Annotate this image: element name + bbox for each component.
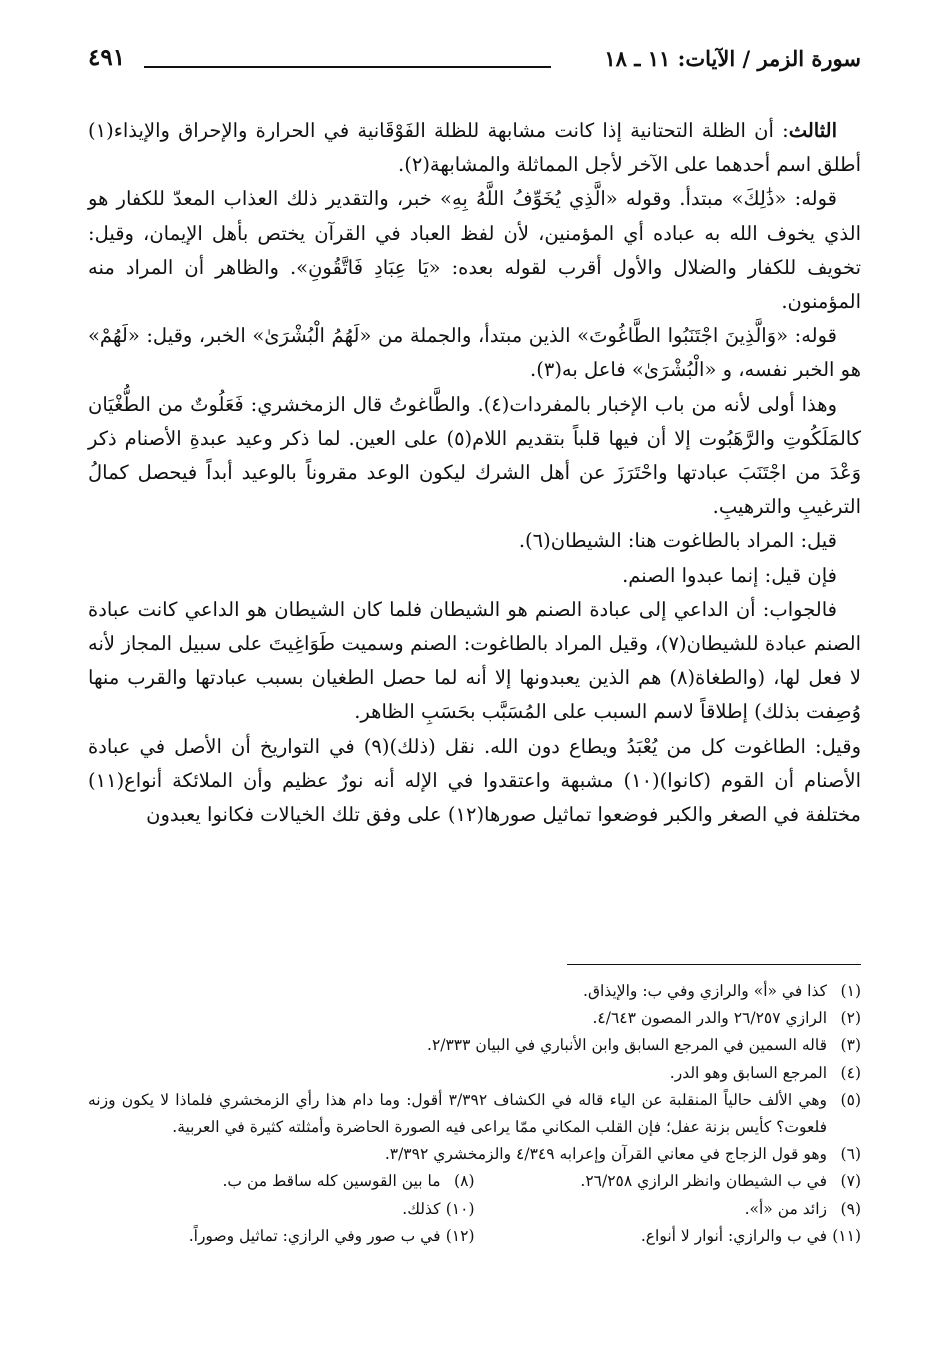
- footnote-row: [88, 1168, 861, 1195]
- paragraph-8: وقيل: الطاغوت كل من يُعْبَدُ ويطاع دون الله. نقل (ذلك)(٩) في التواريخ أن الأصل في عبادة الأصنام أن القوم (كانوا)(١٠) مشبهة واعتقدوا في الإله أنه نورٌ عظيم وأن الملائكة أنواع(١١) مختلفة في الصغر والكبر فوضعوا تماثيل صورها(١٢) على وفق تلك الخيالات فكانوا يعبدون: [88, 734, 862, 827]
- paragraph-3: قوله: «وَالَّذِينَ اجْتَنَبُوا الطَّاغُوتَ» الذين مبتدأ، والجملة من «لَهُمُ الْبُشْرَىٰ» الخبر، وقيل: «لَهُمْ» هو الخبر نفسه، و «الْبُشْرَىٰ» فاعل به(٣).: [88, 324, 861, 382]
- paragraph-2: قوله: «ذَٰلِكَ» مبتدأ. وقوله «الَّذِي يُخَوِّفُ اللَّهُ بِهِ» خبر، والتقدير ذلك العذاب المعدّ للكفار هو الذي يخوف الله به عباده أي المؤمنين، لأن لفظ العباد في القرآن يختص بأهل الإيمان، وقيل: تخويف للكفار والضلال والأول أقرب لقوله بعده: «يَا عِبَادِ فَاتَّقُونِ». والظاهر أن المراد منه المؤمنون.: [88, 187, 861, 314]
- footnote: [88, 1005, 861, 1032]
- footnote-text: قاله السمين في المرجع السابق وابن الأنباري في البيان ٢/٣٣٣.: [427, 1036, 827, 1055]
- footnote-text: زائد من «أ».: [744, 1199, 827, 1218]
- footnote: [475, 1196, 862, 1223]
- footnote-number: (٦): [840, 1145, 861, 1164]
- paragraph-lead: الثالث: [788, 119, 837, 142]
- footnote-text: ما بين القوسين كله ساقط من ب.: [222, 1172, 441, 1191]
- surah-title: سورة الزمر / الآيات: ١١ ـ ١٨: [604, 46, 861, 71]
- footnote-text: الرازي ٢٦/٢٥٧ والدر المصون ٤/٦٤٣.: [592, 1009, 827, 1028]
- footnote-number: (٢): [840, 1009, 861, 1028]
- paragraph-text: : أن الظلة التحتانية إذا كانت مشابهة للظلة الفَوْقَانية في الحرارة والإحراق والإيذاء(١) أطلق اسم أحدهما على الآخر لأجل المماثلة والمشابهة(٢).: [88, 119, 861, 177]
- footnote: [88, 1141, 861, 1168]
- main-text: [88, 114, 861, 832]
- footnote: [88, 1087, 861, 1141]
- footnote-number: (٩): [840, 1199, 861, 1218]
- footnote: [88, 1223, 475, 1250]
- footnote-separator: [567, 964, 861, 965]
- footnote-text: في ب الشيطان وانظر الرازي ٢٦/٢٥٨.: [580, 1172, 827, 1191]
- footnote-number: (٥): [840, 1090, 861, 1109]
- footnote-text: وهي الألف حالياً المنقلبة عن الياء قاله في الكشاف ٣/٣٩٢ أقول: وما دام هذا رأي الزمخشري فلماذا لا يكون وزنه فلعوت؟ كأيس بزنة عفل؛ فإن القلب المكاني ممّا يراعى فيه الصورة الحاضرة وأمثلته كثيرة في العربية.: [88, 1090, 827, 1137]
- footnote-row: [88, 1223, 861, 1250]
- footnote-number: (١): [840, 982, 861, 1000]
- paragraph-6: فإن قيل: إنما عبدوا الصنم.: [622, 563, 837, 587]
- footnote-number: (١٠): [445, 1199, 475, 1218]
- header-rule: [144, 66, 551, 68]
- footnote-row: [88, 1196, 861, 1223]
- footnote-text: كذا في «أ» والرازي وفي ب: والإيذاق.: [583, 982, 827, 1000]
- running-header: [88, 40, 861, 80]
- footnote-number: (١١): [832, 1226, 861, 1245]
- paragraph-4: وهذا أولى لأنه من باب الإخبار بالمفردات(٤). والطَّاغوتُ قال الزمخشري: فَعَلُوتٌ من الطُّغْيَان كالمَلَكُوتِ والرَّهَبُوت إلا أن فيها قلباً بتقديم اللام(٥) على العين. لما ذكر وعيد عبدةِ الأصنام ذكر وَعْدَ من اجْتَنَبَ عبادتها واحْتَرَزَ عن أهل الشرك ليكون الوعد مقروناً بالوعيد أبداً فيحصل كمالُ الترغيبِ والترهيبِ.: [88, 392, 861, 519]
- footnote-number: (٤): [840, 1063, 861, 1082]
- footnote: [475, 1168, 862, 1195]
- footnote-text: في ب والرازي: أنوار لا أنواع.: [640, 1226, 827, 1245]
- footnote-text: المرجع السابق وهو الدر.: [669, 1063, 827, 1082]
- footnote-text: كذلك.: [402, 1199, 441, 1218]
- footnote-text: في ب صور وفي الرازي: تماثيل وصوراً.: [188, 1226, 441, 1245]
- footnote: [88, 1060, 861, 1087]
- footnote-number: (٧): [840, 1172, 861, 1191]
- paragraph-5: قيل: المراد بالطاغوت هنا: الشيطان(٦).: [518, 529, 837, 553]
- page-number: ٤٩١: [88, 44, 126, 71]
- footnote: [88, 1032, 861, 1059]
- paragraph-1: [88, 114, 861, 182]
- footnote: [88, 1168, 475, 1195]
- footnote-text: وهو قول الزجاج في معاني القرآن وإعرابه ٤/٣٤٩ والزمخشري ٣/٣٩٢.: [384, 1145, 827, 1164]
- footnote: [475, 1223, 862, 1250]
- footnote: [88, 978, 861, 1005]
- footnote: [88, 1196, 475, 1223]
- footnote-number: (٨): [454, 1172, 475, 1191]
- footnote-number: (٣): [840, 1036, 861, 1055]
- footnote-number: (١٢): [445, 1226, 475, 1245]
- footnotes: [88, 978, 861, 1250]
- paragraph-7: فالجواب: أن الداعي إلى عبادة الصنم هو الشيطان فلما كان الشيطان هو الداعي كانت عبادة الصنم عبادة للشيطان(٧)، وقيل المراد بالطاغوت: الصنم وسميت طَوَاغِيتَ على سبيل المجاز لأنه لا فعل لها، (والطغاة(٨) هم الذين يعبدونها إلا أنه لما حصل الطغيان بسبب عبادتها والقرب منها وُصِفت بذلك) إطلاقاً لاسم السبب على المُسَبَّب بحَسَبِ الظاهر.: [88, 597, 862, 724]
